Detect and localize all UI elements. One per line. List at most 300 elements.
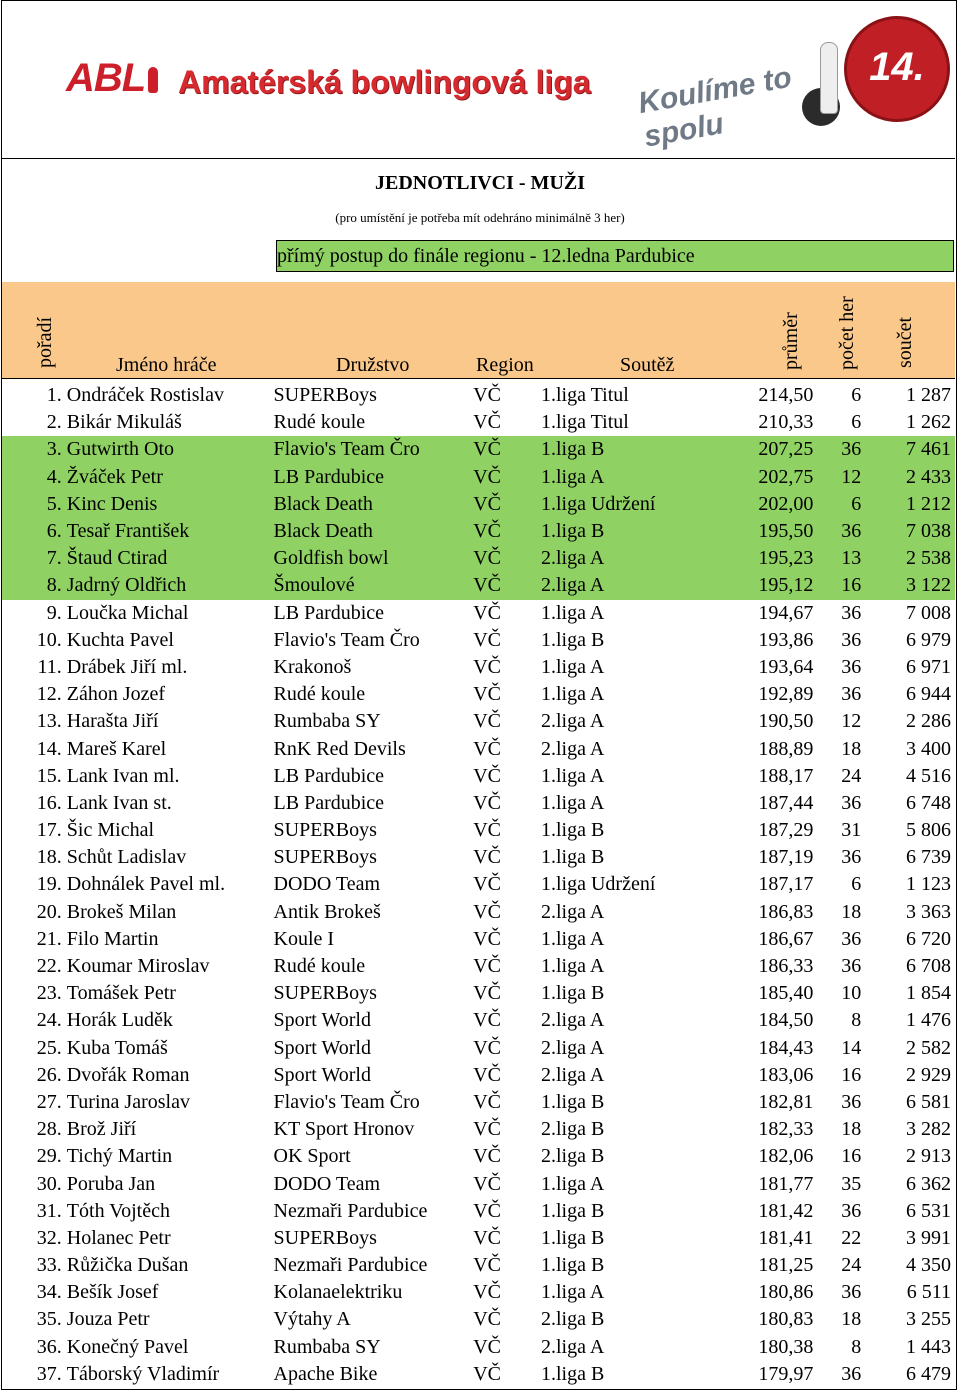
league-name: Amatérská bowlingová liga <box>178 64 591 100</box>
cell-team: Koule I <box>273 927 335 950</box>
table-row <box>2 1198 955 1225</box>
cell-avg: 188,17 <box>758 764 814 787</box>
cell-total: 1 476 <box>906 1009 951 1032</box>
header-region: Region <box>476 354 534 376</box>
cell-games: 36 <box>841 1281 862 1304</box>
table-row <box>2 572 955 599</box>
table-row <box>2 1334 955 1361</box>
cell-rank: 10. <box>36 628 62 651</box>
cell-rank: 27. <box>36 1090 62 1113</box>
cell-total: 6 362 <box>906 1172 951 1195</box>
cell-rank: 33. <box>36 1254 62 1277</box>
cell-rank: 28. <box>36 1118 62 1141</box>
cell-team: Black Death <box>274 518 474 545</box>
anniversary-seal <box>844 16 950 122</box>
cell-total: 1 123 <box>906 873 951 896</box>
cell-avg: 180,38 <box>758 1335 814 1358</box>
cell-avg: 179,97 <box>758 1362 814 1385</box>
cell-avg: 186,33 <box>758 955 814 978</box>
cell-avg: 202,75 <box>726 464 814 491</box>
cell-total: 7 038 <box>861 518 955 545</box>
table-row <box>2 1225 955 1252</box>
cell-team: Kolanaelektriku <box>273 1281 403 1304</box>
table-row <box>2 790 955 817</box>
cell-name: Mareš Karel <box>66 737 167 760</box>
table-row <box>2 545 955 572</box>
advance-banner <box>276 240 954 272</box>
cell-region: VČ <box>473 927 502 950</box>
header-avg: průměr <box>780 312 802 370</box>
table-row <box>2 708 955 735</box>
cell-region: VČ <box>473 873 502 896</box>
cell-name: Bikár Mikuláš <box>66 411 182 434</box>
cell-team: Rudé koule <box>273 683 366 706</box>
table-row <box>2 926 955 953</box>
cell-rank: 24. <box>36 1009 62 1032</box>
min-games-note: (pro umístění je potřeba mít odehráno minimálně 3 her) <box>335 210 625 225</box>
cell-rank: 32. <box>36 1226 62 1249</box>
table-row <box>2 518 955 545</box>
cell-avg: 195,12 <box>726 572 814 599</box>
cell-name: Bešík Josef <box>66 1281 159 1304</box>
cell-games: 6 <box>851 411 862 434</box>
cell-name: Brož Jiří <box>66 1118 137 1141</box>
cell-league: 1.liga A <box>541 655 605 678</box>
table-row <box>2 953 955 980</box>
cell-games: 31 <box>841 819 862 842</box>
cell-team: LB Pardubice <box>273 791 385 814</box>
cell-name: Záhon Jozef <box>66 683 166 706</box>
cell-team: Flavio's Team Čro <box>274 436 474 463</box>
cell-avg: 188,89 <box>758 737 814 760</box>
cell-rank: 34. <box>36 1281 62 1304</box>
cell-league: 1.liga B <box>541 1254 605 1277</box>
cell-avg: 194,67 <box>758 601 814 624</box>
cell-total: 2 929 <box>906 1063 951 1086</box>
cell-avg: 182,81 <box>758 1090 814 1113</box>
cell-team: SUPERBoys <box>273 1226 377 1249</box>
cell-league: 2.liga A <box>541 572 726 599</box>
cell-avg: 193,64 <box>758 655 814 678</box>
cell-rank: 9. <box>46 601 62 624</box>
cell-total: 6 944 <box>906 683 951 706</box>
cell-total: 2 286 <box>906 710 951 733</box>
cell-team: Sport World <box>273 1063 371 1086</box>
cell-name: Horák Luděk <box>66 1009 173 1032</box>
cell-total: 7 008 <box>906 601 951 624</box>
cell-region: VČ <box>473 1362 502 1385</box>
cell-avg: 181,77 <box>758 1172 814 1195</box>
bowling-pin-icon <box>820 42 838 114</box>
cell-name: Tichý Martin <box>66 1145 173 1168</box>
advance-text: přímý postup do finále regionu - 12.ledna Pardubice <box>277 245 695 267</box>
table-row <box>2 436 955 463</box>
cell-region: VČ <box>473 464 541 491</box>
table-row <box>2 1089 955 1116</box>
cell-avg: 202,00 <box>726 491 814 518</box>
cell-avg: 187,17 <box>758 873 814 896</box>
cell-region: VČ <box>473 1118 502 1141</box>
table-row <box>2 735 955 762</box>
cell-rank: 5. <box>2 491 67 518</box>
cell-rank: 17. <box>36 819 62 842</box>
cell-rank: 15. <box>36 764 62 787</box>
cell-region: VČ <box>473 764 502 787</box>
cell-team: Rudé koule <box>273 411 366 434</box>
cell-games: 18 <box>841 900 862 923</box>
cell-league: 2.liga A <box>541 737 605 760</box>
cell-games: 8 <box>851 1335 862 1358</box>
cell-league: 2.liga A <box>541 1009 605 1032</box>
cell-team: Rumbaba SY <box>273 1335 381 1358</box>
cell-games: 36 <box>841 1199 862 1222</box>
cell-team: Rumbaba SY <box>273 710 381 733</box>
cell-league: 1.liga A <box>541 683 605 706</box>
cell-total: 3 122 <box>861 572 955 599</box>
cell-avg: 214,50 <box>758 384 814 407</box>
cell-rank: 20. <box>36 900 62 923</box>
seal-number: 14. <box>869 45 925 89</box>
cell-rank: 29. <box>36 1145 62 1168</box>
table-row <box>2 1306 955 1333</box>
cell-games: 10 <box>841 982 862 1005</box>
cell-region: VČ <box>473 900 502 923</box>
cell-name: Jouza Petr <box>66 1308 150 1331</box>
cell-league: 2.liga A <box>541 545 726 572</box>
cell-games: 16 <box>813 572 861 599</box>
cell-team: Antik Brokeš <box>273 900 381 923</box>
cell-region: VČ <box>473 955 502 978</box>
table-row <box>2 1279 955 1306</box>
cell-total: 1 287 <box>906 384 951 407</box>
cell-total: 2 582 <box>906 1036 951 1059</box>
cell-team: Krakonoš <box>273 655 352 678</box>
bowling-pin-icon <box>148 67 158 93</box>
cell-games: 18 <box>841 737 862 760</box>
league-banner <box>2 2 955 159</box>
cell-league: 2.liga A <box>541 900 605 923</box>
cell-avg: 186,83 <box>758 900 814 923</box>
table-row <box>2 654 955 681</box>
cell-avg: 181,41 <box>758 1226 814 1249</box>
cell-name: Schůt Ladislav <box>66 846 187 869</box>
cell-league: 2.liga A <box>541 1036 605 1059</box>
cell-avg: 181,42 <box>758 1199 814 1222</box>
cell-league: 1.liga A <box>541 464 726 491</box>
cell-games: 36 <box>841 655 862 678</box>
cell-name: Jadrný Oldřich <box>67 572 274 599</box>
cell-league: 2.liga B <box>541 1145 605 1168</box>
cell-team: LB Pardubice <box>274 464 474 491</box>
cell-league: 1.liga B <box>541 518 726 545</box>
cell-region: VČ <box>473 737 502 760</box>
cell-name: Kuba Tomáš <box>66 1036 168 1059</box>
cell-games: 12 <box>813 464 861 491</box>
cell-league: 2.liga A <box>541 710 605 733</box>
cell-league: 1.liga Titul <box>541 411 629 434</box>
cell-total: 3 991 <box>906 1226 951 1249</box>
table-row <box>2 1170 955 1197</box>
abl-logo: ABL <box>66 56 158 101</box>
cell-games: 24 <box>841 764 862 787</box>
cell-league: 1.liga B <box>541 846 605 869</box>
cell-avg: 186,67 <box>758 927 814 950</box>
cell-rank: 4. <box>2 464 67 491</box>
cell-region: VČ <box>473 1063 502 1086</box>
cell-name: Koumar Miroslav <box>66 955 210 978</box>
cell-games: 6 <box>851 873 862 896</box>
cell-rank: 25. <box>36 1036 62 1059</box>
cell-games: 36 <box>841 1090 862 1113</box>
cell-name: Holanec Petr <box>66 1226 171 1249</box>
cell-avg: 187,44 <box>758 791 814 814</box>
cell-league: 1.liga A <box>541 1172 605 1195</box>
cell-region: VČ <box>473 791 502 814</box>
cell-league: 1.liga B <box>541 628 605 651</box>
cell-rank: 12. <box>36 683 62 706</box>
page-title: JEDNOTLIVCI - MUŽI <box>374 172 586 194</box>
cell-league: 1.liga A <box>541 1281 605 1304</box>
cell-region: VČ <box>473 819 502 842</box>
cell-avg: 180,83 <box>758 1308 814 1331</box>
cell-name: Gutwirth Oto <box>67 436 274 463</box>
cell-total: 6 479 <box>906 1362 951 1385</box>
cell-team: SUPERBoys <box>273 384 377 407</box>
cell-league: 1.liga A <box>541 764 605 787</box>
cell-region: VČ <box>473 982 502 1005</box>
cell-league: 1.liga B <box>541 982 605 1005</box>
cell-league: 1.liga B <box>541 1226 605 1249</box>
cell-team: Šmoulové <box>274 572 474 599</box>
cell-rank: 11. <box>37 655 62 678</box>
table-row <box>2 763 955 790</box>
cell-rank: 37. <box>36 1362 62 1385</box>
cell-team: SUPERBoys <box>273 982 377 1005</box>
cell-team: Goldfish bowl <box>274 545 474 572</box>
cell-total: 7 461 <box>861 436 955 463</box>
cell-name: Růžička Dušan <box>66 1254 189 1277</box>
cell-avg: 184,50 <box>758 1009 814 1032</box>
cell-name: Lank Ivan st. <box>66 791 172 814</box>
cell-region: VČ <box>473 655 502 678</box>
cell-games: 24 <box>841 1254 862 1277</box>
cell-team: SUPERBoys <box>273 819 377 842</box>
cell-name: Kuchta Pavel <box>66 628 174 651</box>
cell-team: Black Death <box>274 491 474 518</box>
cell-avg: 181,25 <box>758 1254 814 1277</box>
cell-avg: 195,23 <box>726 545 814 572</box>
table-row <box>2 1252 955 1279</box>
cell-region: VČ <box>473 1090 502 1113</box>
cell-team: Nezmaři Pardubice <box>273 1199 428 1222</box>
cell-total: 6 708 <box>906 955 951 978</box>
cell-team: Výtahy A <box>273 1308 351 1331</box>
table-row <box>2 1361 955 1388</box>
cell-rank: 22. <box>36 955 62 978</box>
cell-games: 22 <box>841 1226 862 1249</box>
cell-total: 4 516 <box>906 764 951 787</box>
cell-name: Poruba Jan <box>66 1172 156 1195</box>
table-row <box>2 409 955 436</box>
cell-games: 36 <box>841 791 862 814</box>
cell-region: VČ <box>473 683 502 706</box>
cell-total: 6 739 <box>906 846 951 869</box>
cell-team: LB Pardubice <box>273 601 385 624</box>
cell-name: Lank Ivan ml. <box>66 764 180 787</box>
cell-name: Štaud Ctirad <box>67 545 274 572</box>
cell-games: 36 <box>841 1362 862 1385</box>
cell-avg: 192,89 <box>758 683 814 706</box>
cell-name: Dvořák Roman <box>66 1063 190 1086</box>
cell-games: 36 <box>841 683 862 706</box>
cell-region: VČ <box>473 384 502 407</box>
cell-games: 6 <box>813 491 861 518</box>
header-league: Soutěž <box>620 354 675 376</box>
cell-league: 1.liga B <box>541 819 605 842</box>
cell-league: 1.liga B <box>541 1362 605 1385</box>
cell-region: VČ <box>473 1308 502 1331</box>
cell-name: Tóth Vojtěch <box>66 1199 170 1222</box>
cell-league: 1.liga A <box>541 927 605 950</box>
cell-rank: 26. <box>36 1063 62 1086</box>
cell-rank: 35. <box>36 1308 62 1331</box>
cell-region: VČ <box>473 846 502 869</box>
cell-games: 36 <box>841 601 862 624</box>
table-row <box>2 1007 955 1034</box>
cell-rank: 36. <box>36 1335 62 1358</box>
cell-games: 16 <box>841 1145 862 1168</box>
cell-games: 12 <box>841 710 862 733</box>
cell-rank: 14. <box>36 737 62 760</box>
cell-total: 6 720 <box>906 927 951 950</box>
cell-rank: 19. <box>36 873 62 896</box>
cell-games: 36 <box>813 436 861 463</box>
cell-league: 1.liga B <box>541 1090 605 1113</box>
cell-games: 36 <box>813 518 861 545</box>
cell-name: Táborský Vladimír <box>66 1362 220 1385</box>
cell-total: 5 806 <box>906 819 951 842</box>
table-row <box>2 980 955 1007</box>
cell-name: Tesař František <box>67 518 274 545</box>
cell-league: 2.liga B <box>541 1308 605 1331</box>
cell-total: 2 538 <box>861 545 955 572</box>
cell-name: Konečný Pavel <box>66 1335 189 1358</box>
cell-rank: 6. <box>2 518 67 545</box>
cell-region: VČ <box>473 628 502 651</box>
table-row <box>2 899 955 926</box>
header-name: Jméno hráče <box>116 354 217 376</box>
cell-league: 1.liga A <box>541 955 605 978</box>
table-row <box>2 1116 955 1143</box>
cell-total: 6 581 <box>906 1090 951 1113</box>
cell-rank: 3. <box>2 436 67 463</box>
cell-name: Loučka Michal <box>66 601 189 624</box>
cell-team: KT Sport Hronov <box>273 1118 415 1141</box>
cell-rank: 8. <box>2 572 67 599</box>
cell-region: VČ <box>473 411 502 434</box>
results-table <box>2 382 955 1388</box>
table-row <box>2 844 955 871</box>
cell-games: 36 <box>841 846 862 869</box>
cell-team: Rudé koule <box>273 955 366 978</box>
cell-team: SUPERBoys <box>273 846 377 869</box>
cell-games: 36 <box>841 927 862 950</box>
cell-team: Sport World <box>273 1036 371 1059</box>
cell-region: VČ <box>473 1172 502 1195</box>
cell-region: VČ <box>473 1036 502 1059</box>
cell-total: 6 511 <box>906 1281 951 1304</box>
cell-games: 36 <box>841 955 862 978</box>
cell-games: 36 <box>841 628 862 651</box>
cell-avg: 182,33 <box>758 1118 814 1141</box>
cell-total: 6 748 <box>906 791 951 814</box>
cell-league: 2.liga B <box>541 1118 605 1141</box>
cell-avg: 187,29 <box>758 819 814 842</box>
cell-total: 6 971 <box>906 655 951 678</box>
cell-avg: 190,50 <box>758 710 814 733</box>
cell-name: Turina Jaroslav <box>66 1090 190 1113</box>
header-games: počet her <box>836 296 858 370</box>
header-team: Družstvo <box>336 354 410 376</box>
cell-team: OK Sport <box>273 1145 351 1168</box>
cell-team: Apache Bike <box>273 1362 378 1385</box>
cell-league: 1.liga A <box>541 791 605 814</box>
cell-league: 2.liga A <box>541 1335 605 1358</box>
cell-games: 8 <box>851 1009 862 1032</box>
cell-team: Sport World <box>273 1009 371 1032</box>
cell-total: 6 979 <box>906 628 951 651</box>
cell-league: 1.liga B <box>541 436 726 463</box>
cell-avg: 183,06 <box>758 1063 814 1086</box>
cell-total: 1 212 <box>861 491 955 518</box>
cell-rank: 13. <box>36 710 62 733</box>
cell-games: 35 <box>841 1172 862 1195</box>
promo-text: Koulíme to spolu <box>635 60 795 154</box>
cell-region: VČ <box>473 436 541 463</box>
cell-region: VČ <box>473 572 541 599</box>
cell-name: Šic Michal <box>66 819 155 842</box>
cell-rank: 18. <box>36 846 62 869</box>
cell-name: Brokeš Milan <box>66 900 177 923</box>
cell-total: 1 854 <box>906 982 951 1005</box>
cell-avg: 180,86 <box>758 1281 814 1304</box>
cell-name: Ondráček Rostislav <box>66 384 224 407</box>
cell-region: VČ <box>473 491 541 518</box>
table-row <box>2 491 955 518</box>
cell-games: 18 <box>841 1308 862 1331</box>
cell-avg: 193,86 <box>758 628 814 651</box>
cell-team: Flavio's Team Čro <box>273 628 420 651</box>
cell-team: LB Pardubice <box>273 764 385 787</box>
table-row <box>2 627 955 654</box>
cell-total: 1 443 <box>906 1335 951 1358</box>
cell-rank: 16. <box>36 791 62 814</box>
header-rank: pořadí <box>34 316 56 368</box>
cell-total: 2 913 <box>906 1145 951 1168</box>
cell-total: 3 363 <box>906 900 951 923</box>
table-row <box>2 1062 955 1089</box>
table-row <box>2 382 955 409</box>
cell-total: 3 400 <box>906 737 951 760</box>
cell-team: DODO Team <box>273 1172 381 1195</box>
cell-games: 14 <box>841 1036 862 1059</box>
cell-rank: 21. <box>36 927 62 950</box>
cell-avg: 210,33 <box>758 411 814 434</box>
cell-team: DODO Team <box>273 873 381 896</box>
cell-total: 6 531 <box>906 1199 951 1222</box>
table-header <box>2 282 955 379</box>
cell-name: Harašta Jiří <box>66 710 159 733</box>
